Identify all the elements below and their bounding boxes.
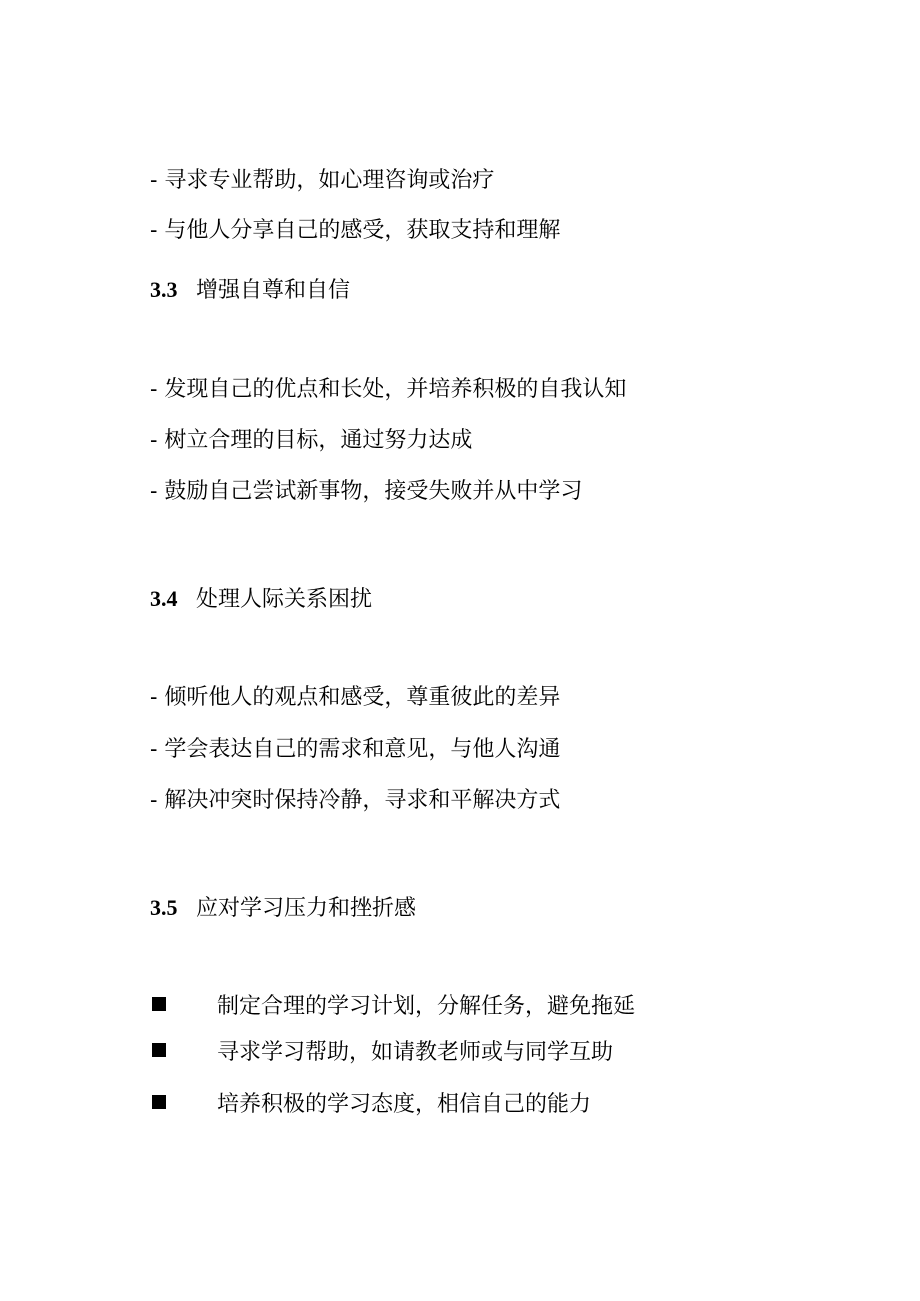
bullet-text: 制定合理的学习计划，分解任务，避免拖延 [217, 994, 636, 1019]
square-bullet-icon [152, 1043, 166, 1057]
section-title: 增强自尊和自信 [196, 278, 351, 303]
section-number: 3.4 [150, 586, 178, 611]
section-number: 3.3 [150, 277, 178, 302]
bullet-text: 寻求学习帮助，如请教老师或与同学互助 [217, 1040, 614, 1065]
list-item: - 发现自己的优点和长处，并培养积极的自我认知 [150, 377, 627, 402]
square-bullet-icon [152, 1095, 166, 1109]
list-item: - 倾听他人的观点和感受，尊重彼此的差异 [150, 685, 561, 710]
section-heading-3-4 [150, 584, 372, 615]
bullet-list-item [152, 1038, 613, 1068]
section-title: 应对学习压力和挫折感 [196, 896, 417, 921]
list-item: - 解决冲突时保持冷静，寻求和平解决方式 [150, 788, 561, 813]
bullet-list-item [152, 1090, 591, 1120]
section-heading-3-3 [150, 275, 350, 306]
list-item: - 寻求专业帮助，如心理咨询或治疗 [150, 168, 495, 193]
list-item: - 树立合理的目标，通过努力达成 [150, 428, 473, 453]
list-item: - 与他人分享自己的感受，获取支持和理解 [150, 218, 561, 243]
section-heading-3-5 [150, 893, 416, 924]
section-title: 处理人际关系困扰 [196, 587, 373, 612]
list-item: - 鼓励自己尝试新事物，接受失败并从中学习 [150, 479, 583, 504]
list-item: - 学会表达自己的需求和意见，与他人沟通 [150, 737, 561, 762]
bullet-text: 培养积极的学习态度，相信自己的能力 [217, 1092, 592, 1117]
square-bullet-icon [152, 997, 166, 1011]
section-number: 3.5 [150, 895, 178, 920]
bullet-list-item [152, 992, 635, 1022]
